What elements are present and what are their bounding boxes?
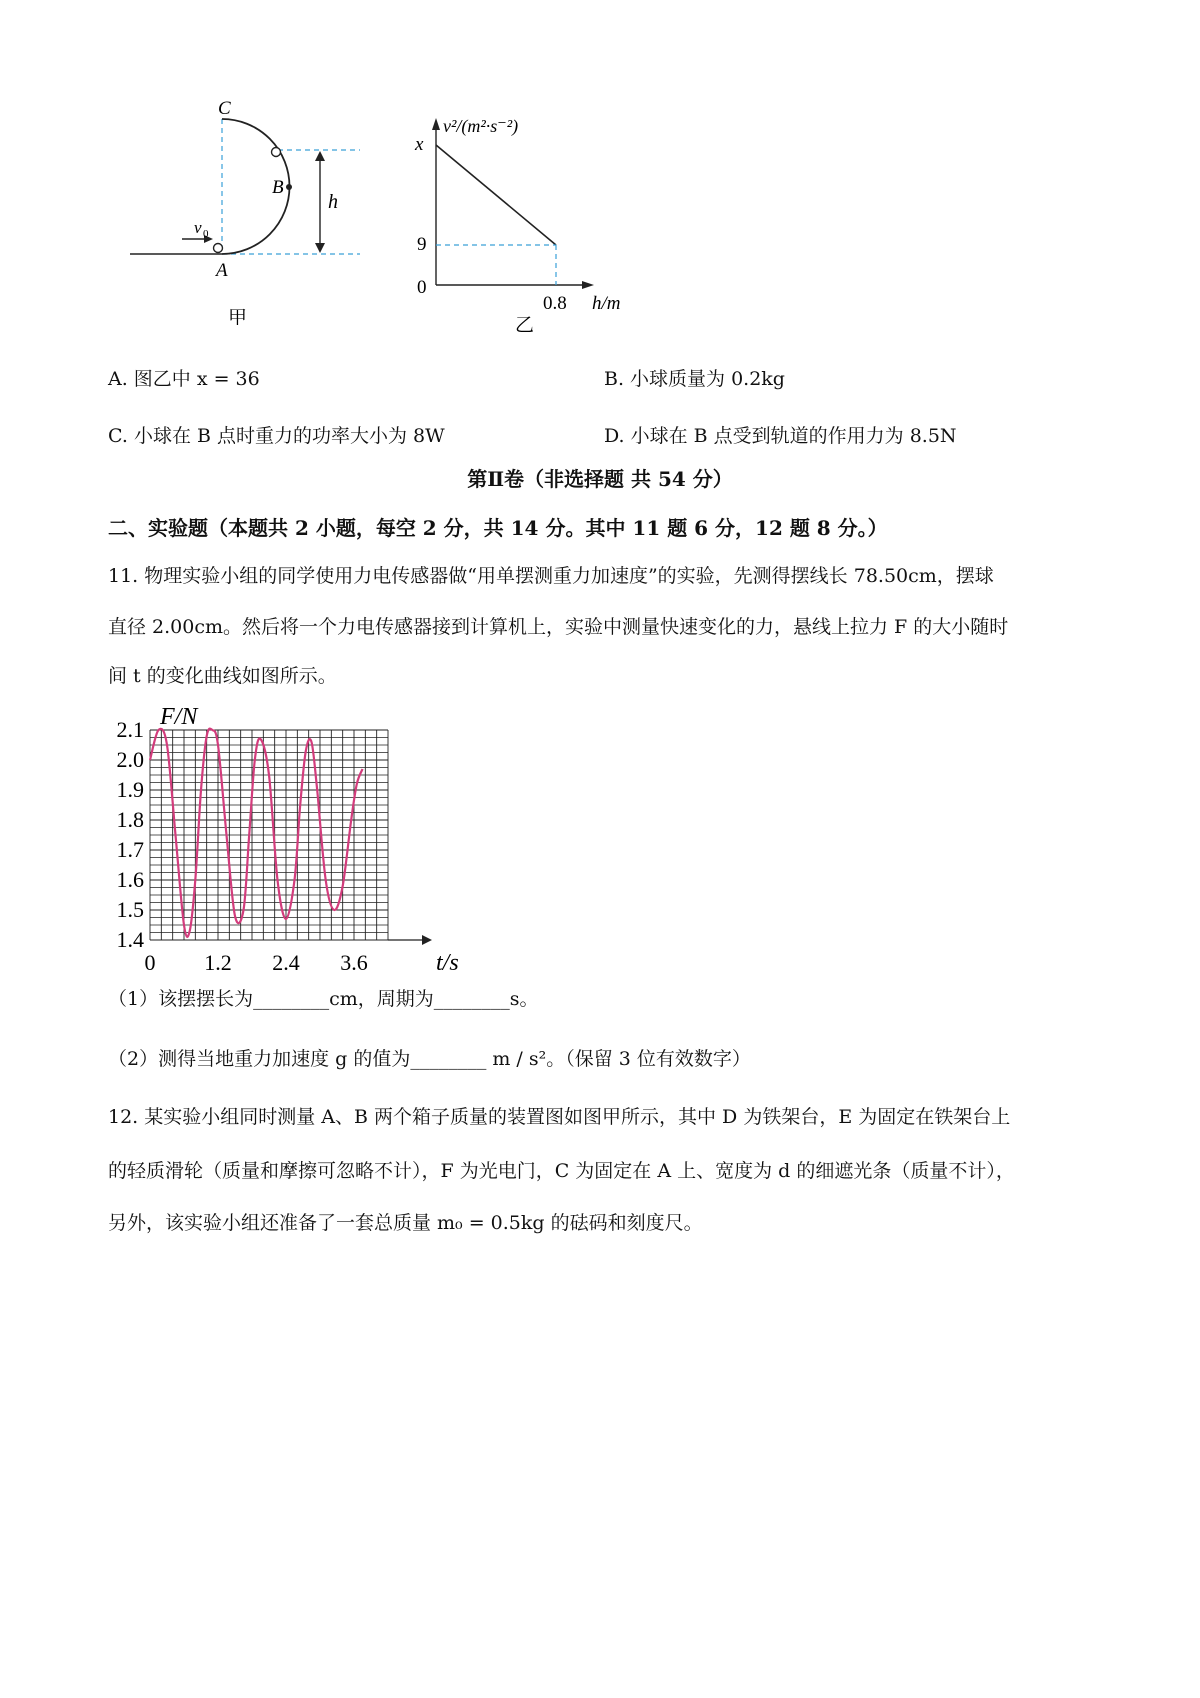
x-tick-label: 3.6 <box>340 950 368 975</box>
figure-yi <box>410 110 670 335</box>
q11-sub1: （1）该摆摆长为________cm，周期为________s。 <box>108 988 539 1010</box>
caption-yi: 乙 <box>515 315 535 335</box>
label-v0-sub: 0 <box>203 228 209 240</box>
q11-line1: 11. 物理实验小组的同学使用力电传感器做“用单摆测重力加速度”的实验，先测得摆线长 78.50cm，摆球 <box>108 565 994 587</box>
y-tick-label: 1.9 <box>116 777 144 802</box>
y-tick-label: 2.0 <box>116 747 144 772</box>
q11-sub2: （2）测得当地重力加速度 g 的值为________ m / s²。（保留 3 位有效数字） <box>108 1048 751 1070</box>
q11-line3: 间 t 的变化曲线如图所示。 <box>108 665 337 687</box>
tick-origin: 0 <box>417 277 427 298</box>
q11-line2: 直径 2.00cm。然后将一个力电传感器接到计算机上，实验中测量快速变化的力，悬线上拉力 F 的大小随时 <box>108 616 1009 638</box>
x-tick-label: 1.2 <box>204 950 232 975</box>
caption-jia: 甲 <box>228 308 248 325</box>
x-tick-label: 0 <box>144 950 156 975</box>
y-tick-label: 1.4 <box>116 927 144 952</box>
x-axis-arrow <box>422 935 432 945</box>
q12-line1: 12. 某实验小组同时测量 A、B 两个箱子质量的装置图如图甲所示，其中 D 为铁架台，E 为固定在铁架台上 <box>108 1106 1011 1128</box>
chart-x-label: t/s <box>436 950 459 976</box>
option-B: B. 小球质量为 0.2kg <box>604 368 785 390</box>
v2-h-line <box>436 145 556 245</box>
y-axis-label: v²/(m²·s⁻²) <box>443 116 519 136</box>
part-heading: 二、实验题（本题共 2 小题，每空 2 分，共 14 分。其中 11 题 6 分，12 题 8 分。） <box>108 516 888 540</box>
ball-upper <box>272 148 281 157</box>
label-v0: v <box>194 218 202 237</box>
y-axis-arrow <box>432 118 440 130</box>
x-axis-label: h/m <box>592 293 621 314</box>
q12-line3: 另外，该实验小组还准备了一套总质量 m₀ = 0.5kg 的砝码和刻度尺。 <box>108 1212 703 1234</box>
x-axis-arrow <box>582 281 594 289</box>
tick-08: 0.8 <box>543 293 567 314</box>
chart-y-label: F/N <box>160 704 198 730</box>
y-tick-label: 1.5 <box>116 897 144 922</box>
tick-9: 9 <box>417 234 427 255</box>
h-arrow-down <box>315 243 325 253</box>
y-tick-label: 2.1 <box>116 717 144 742</box>
chart-ticks <box>117 717 368 975</box>
y-tick-label: 1.8 <box>116 807 144 832</box>
label-B: B <box>272 177 284 198</box>
h-arrow-up <box>315 151 325 161</box>
point-B <box>286 184 292 190</box>
figure-jia <box>120 95 380 325</box>
force-time-chart <box>108 700 478 978</box>
x-tick-label: 2.4 <box>272 950 300 975</box>
section-title: 第Ⅱ卷（非选择题 共 54 分） <box>467 467 733 491</box>
option-D: D. 小球在 B 点受到轨道的作用力为 8.5N <box>604 425 957 447</box>
q12-line2: 的轻质滑轮（质量和摩擦可忽略不计），F 为光电门，C 为固定在 A 上、宽度为 d 的细遮光条（质量不计）， <box>108 1160 1015 1182</box>
label-C: C <box>218 98 231 119</box>
tick-x: x <box>415 134 424 155</box>
y-tick-label: 1.6 <box>116 867 144 892</box>
label-h: h <box>328 191 338 213</box>
ball-at-A <box>214 244 223 253</box>
option-C: C. 小球在 B 点时重力的功率大小为 8W <box>108 425 445 447</box>
y-tick-label: 1.7 <box>116 837 144 862</box>
option-A: A. 图乙中 x = 36 <box>108 368 260 390</box>
label-A: A <box>216 260 228 281</box>
